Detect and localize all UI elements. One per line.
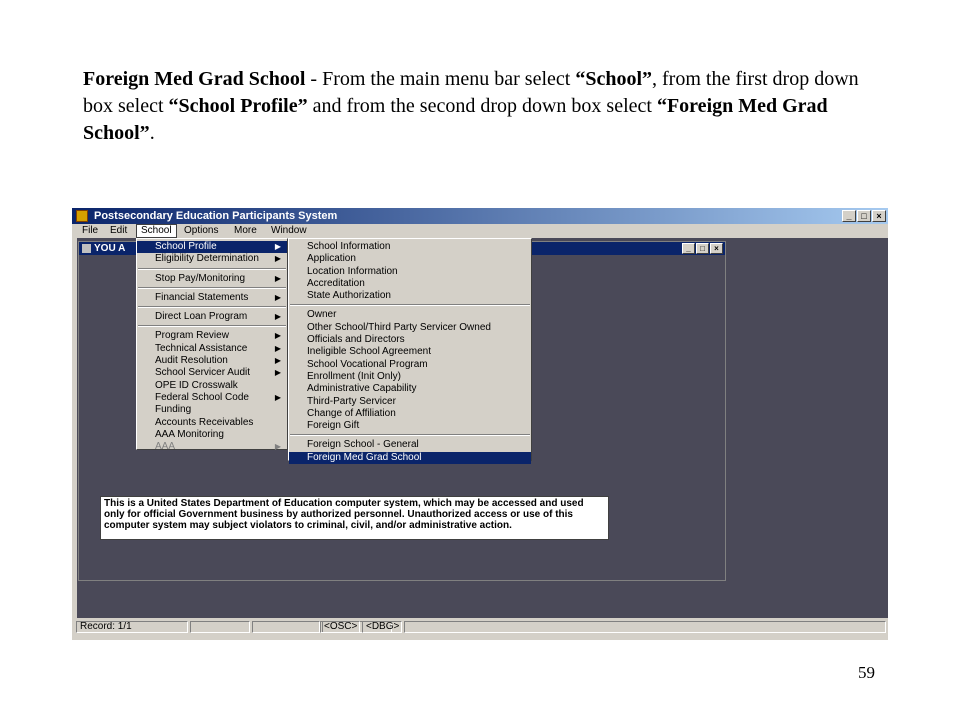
status-osc: <OSC>	[320, 621, 360, 633]
menu-item-school-servicer-audit[interactable]	[137, 367, 287, 379]
status-cell	[190, 621, 250, 633]
menu-item-foreign-gift[interactable]	[289, 420, 531, 432]
status-cell	[404, 621, 886, 633]
school-dropdown-menu	[136, 238, 288, 453]
app-title: Postsecondary Education Participants System	[94, 210, 338, 222]
menu-item-school-information[interactable]	[289, 241, 531, 253]
menu-item-label: Technical Assistance	[155, 342, 248, 354]
child-title: YOU A	[94, 243, 126, 254]
menu-item-application[interactable]	[289, 253, 531, 265]
menu-item-school-profile[interactable]	[137, 241, 287, 253]
caption-text: - From the main menu bar select	[305, 68, 576, 90]
menu-item-label: School Profile	[155, 241, 217, 252]
menu-item-label: Stop Pay/Monitoring	[155, 272, 246, 284]
child-window-icon	[82, 244, 91, 253]
menu-file[interactable]: File	[82, 225, 99, 236]
menu-item-label: Federal School Code	[155, 391, 249, 403]
school-profile-submenu	[288, 238, 532, 461]
menu-separator	[290, 304, 530, 306]
menu-item-eligibility-determination[interactable]	[137, 253, 287, 265]
menu-item-label: School Servicer Audit	[155, 367, 251, 379]
submenu-arrow-icon: ▶	[274, 331, 281, 341]
menu-item-administrative-capability[interactable]	[289, 383, 531, 395]
menu-item-label: Change of Affiliation	[307, 407, 396, 419]
caption-title: Foreign Med Grad School	[83, 68, 306, 90]
menu-item-financial-statements[interactable]	[137, 292, 287, 304]
status-dbg: <DBG>	[362, 621, 402, 633]
security-notice: This is a United States Department of Education computer system, which may be accessed and used only for official Government business by authorized personnel. Unauthorized access or use of this computer system may subject violators to criminal, civil, and/or administrative action.	[100, 496, 609, 540]
menu-item-program-review[interactable]	[137, 330, 287, 342]
menu-item-label: School Information	[307, 241, 391, 252]
menu-item-accreditation[interactable]	[289, 278, 531, 290]
menu-bar	[72, 224, 888, 238]
menu-item-label: Financial Statements	[155, 291, 249, 303]
submenu-arrow-icon: ▶	[274, 254, 281, 264]
menu-item-label: Enrollment (Init Only)	[307, 370, 401, 382]
menu-separator	[290, 434, 530, 436]
menu-item-label: State Authorization	[307, 290, 391, 302]
menu-item-label: Eligibility Determination	[155, 253, 259, 265]
menu-item-label: School Vocational Program	[307, 358, 428, 370]
child-window-controls	[682, 243, 723, 254]
caption-text: and from the second drop down box select	[307, 95, 657, 117]
menu-separator	[138, 325, 286, 327]
menu-item-label: Foreign Med Grad School	[307, 451, 422, 463]
caption-text: , from the first drop down box select	[83, 68, 859, 117]
menu-item-label: AAA Monitoring	[155, 428, 224, 440]
menu-item-label: Funding	[155, 404, 192, 416]
menu-item-funding[interactable]	[137, 404, 287, 416]
app-titlebar	[72, 208, 888, 224]
submenu-arrow-icon: ▶	[274, 292, 281, 302]
menu-item-accounts-receivables[interactable]	[137, 417, 287, 429]
menu-item-label: Foreign Gift	[307, 420, 360, 432]
menu-item-label: AAA	[155, 441, 176, 453]
menu-item-label: Accounts Receivables	[155, 416, 254, 428]
menu-item-label: Audit Resolution	[155, 355, 228, 367]
status-cell	[252, 621, 320, 633]
menu-item-foreign-school-general[interactable]	[289, 439, 531, 451]
menu-item-officials-and-directors[interactable]	[289, 334, 531, 346]
menu-item-school-vocational-program[interactable]	[289, 359, 531, 371]
menu-separator	[138, 268, 286, 270]
submenu-arrow-icon: ▶	[274, 356, 281, 366]
menu-school[interactable]: School	[136, 224, 177, 238]
menu-item-label: Third-Party Servicer	[307, 395, 396, 407]
child-close-button[interactable]: ×	[710, 243, 723, 254]
menu-item-label: Other School/Third Party Servicer Owned	[307, 321, 491, 333]
minimize-button[interactable]: _	[842, 210, 856, 222]
menu-item-label: Direct Loan Program	[155, 311, 248, 323]
maximize-button[interactable]: □	[857, 210, 871, 222]
page-number: 59	[858, 663, 875, 682]
menu-edit[interactable]: Edit	[110, 225, 128, 236]
menu-item-owner[interactable]	[289, 309, 531, 321]
menu-item-audit-resolution[interactable]	[137, 355, 287, 367]
menu-window[interactable]: Window	[271, 225, 307, 236]
menu-item-federal-school-code[interactable]	[137, 392, 287, 404]
menu-item-label: Owner	[307, 309, 337, 321]
menu-separator	[138, 306, 286, 308]
app-icon	[76, 210, 88, 222]
menu-item-other-school-owned[interactable]	[289, 322, 531, 334]
caption-text: .	[149, 122, 155, 144]
submenu-arrow-icon: ▶	[274, 312, 281, 322]
window-controls	[842, 210, 886, 222]
menu-item-label: Application	[307, 253, 356, 265]
submenu-arrow-icon: ▶	[274, 273, 281, 283]
child-minimize-button[interactable]: _	[682, 243, 695, 254]
menu-item-label: Foreign School - General	[307, 439, 419, 451]
menu-more[interactable]: More	[234, 225, 257, 236]
menu-item-ineligible-school-agreement[interactable]	[289, 346, 531, 358]
menu-item-stop-pay-monitoring[interactable]	[137, 273, 287, 285]
menu-item-label: Ineligible School Agreement	[307, 346, 431, 358]
submenu-arrow-icon: ▶	[274, 442, 281, 452]
status-bar	[72, 620, 888, 634]
menu-item-change-of-affiliation[interactable]	[289, 408, 531, 420]
menu-item-ope-id-crosswalk[interactable]	[137, 380, 287, 392]
menu-item-direct-loan-program[interactable]	[137, 311, 287, 323]
menu-item-label: Officials and Directors	[307, 334, 405, 346]
submenu-arrow-icon: ▶	[274, 368, 281, 378]
submenu-arrow-icon: ▶	[274, 392, 281, 402]
instruction-caption	[83, 66, 883, 147]
menu-item-label: Location Information	[307, 265, 398, 277]
menu-item-third-party-servicer[interactable]	[289, 396, 531, 408]
submenu-arrow-icon: ▶	[274, 242, 281, 251]
close-button[interactable]: ×	[872, 210, 886, 222]
menu-item-enrollment[interactable]	[289, 371, 531, 383]
menu-item-label: Program Review	[155, 330, 229, 342]
menu-options[interactable]: Options	[184, 225, 219, 236]
caption-foreign-med: “Foreign Med Grad School”	[83, 95, 828, 144]
menu-item-location-information[interactable]	[289, 266, 531, 278]
menu-item-label: Accreditation	[307, 277, 365, 289]
submenu-arrow-icon: ▶	[274, 343, 281, 353]
menu-item-aaa-monitoring[interactable]	[137, 429, 287, 441]
menu-item-foreign-med-grad-school[interactable]	[289, 452, 531, 464]
child-maximize-button[interactable]: □	[696, 243, 709, 254]
status-record: Record: 1/1	[76, 621, 188, 633]
menu-item-label: Administrative Capability	[307, 383, 417, 395]
menu-item-label: OPE ID Crosswalk	[155, 379, 238, 391]
caption-school: “School”	[575, 68, 653, 90]
caption-school-profile: “School Profile”	[168, 95, 308, 117]
menu-item-state-authorization[interactable]	[289, 290, 531, 302]
menu-item-aaa	[137, 441, 287, 453]
menu-item-technical-assistance[interactable]	[137, 343, 287, 355]
menu-separator	[138, 287, 286, 289]
